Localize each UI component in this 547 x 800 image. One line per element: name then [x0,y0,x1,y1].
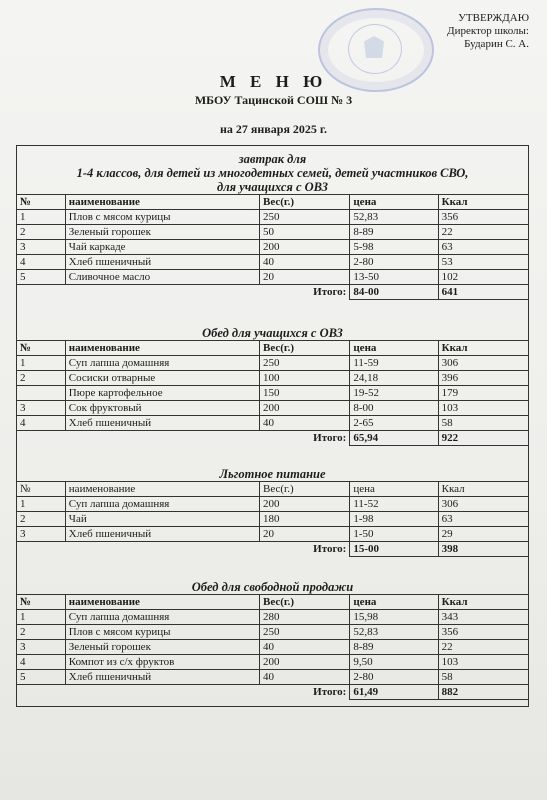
table-row [17,356,529,371]
col-price-header: цена [350,595,438,610]
row-weight: 250 [260,356,350,371]
col-name-header: наименование [65,341,259,356]
total-spacer [17,542,66,557]
row-price: 52,83 [350,210,438,225]
row-name: Суп лапша домашняя [65,356,259,371]
total-price: 84-00 [350,285,438,300]
col-price-header: цена [350,341,438,356]
row-price: 8-89 [350,640,438,655]
col-kcal-header: Ккал [438,341,528,356]
row-name: Чай каркаде [65,240,259,255]
table-row [17,527,529,542]
table-header-row [17,341,529,356]
total-label: Итого: [313,542,347,555]
row-name: Плов с мясом курицы [65,625,259,640]
col-num-header: № [17,341,66,356]
row-num [17,386,66,401]
row-weight: 250 [260,210,350,225]
menu-table [16,194,529,300]
total-row [17,285,529,300]
table-row [17,670,529,685]
row-weight: 50 [260,225,350,240]
row-name: Суп лапша домашняя [65,610,259,625]
row-kcal: 396 [438,371,528,386]
approval-name: Бударин С. А. [464,38,529,50]
row-price: 9,50 [350,655,438,670]
row-name: Компот из с/х фруктов [65,655,259,670]
col-weight-header: Вес(г.) [260,595,350,610]
row-name: Хлеб пшеничный [65,255,259,270]
table-row [17,225,529,240]
total-price: 61,49 [350,685,438,700]
table-row [17,371,529,386]
page-title: М Е Н Ю [219,72,328,91]
row-price: 1-98 [350,512,438,527]
total-price: 15-00 [350,542,438,557]
total-spacer [65,431,259,446]
table-row [17,497,529,512]
total-row [17,685,529,700]
row-num: 2 [17,225,66,240]
row-weight: 200 [260,655,350,670]
row-num: 5 [17,670,66,685]
col-weight-header: Вес(г.) [260,341,350,356]
total-kcal: 398 [438,542,528,557]
total-spacer [65,685,259,700]
row-kcal: 63 [438,240,528,255]
row-name: Хлеб пшеничный [65,416,259,431]
row-price: 8-89 [350,225,438,240]
row-kcal: 29 [438,527,528,542]
section-heading-line1: завтрак для [238,152,307,166]
table-row [17,416,529,431]
row-kcal: 306 [438,356,528,371]
row-price: 52,83 [350,625,438,640]
row-weight: 180 [260,512,350,527]
row-num: 4 [17,255,66,270]
col-name-header: наименование [65,482,259,497]
row-price: 13-50 [350,270,438,285]
row-kcal: 356 [438,210,528,225]
total-label: Итого: [313,685,347,698]
total-label: Итого: [313,285,347,298]
row-weight: 20 [260,270,350,285]
row-price: 1-50 [350,527,438,542]
table-row [17,655,529,670]
table-row [17,210,529,225]
total-spacer [65,542,259,557]
table-row [17,270,529,285]
row-num: 4 [17,655,66,670]
row-price: 11-52 [350,497,438,512]
total-spacer [17,685,66,700]
approval-position: Директор школы: [447,25,529,37]
row-name: Сосиски отварные [65,371,259,386]
row-weight: 200 [260,240,350,255]
row-kcal: 22 [438,640,528,655]
col-kcal-header: Ккал [438,482,528,497]
col-price-header: цена [350,195,438,210]
row-name: Хлеб пшеничный [65,670,259,685]
approval-block [447,12,529,51]
col-weight-header: Вес(г.) [260,482,350,497]
menu-date: на 27 января 2025 г. [219,122,328,136]
row-kcal: 58 [438,670,528,685]
row-price: 11-59 [350,356,438,371]
menu-table [16,594,529,700]
total-row [17,542,529,557]
row-num: 4 [17,416,66,431]
row-price: 19-52 [350,386,438,401]
col-num-header: № [17,482,66,497]
total-price: 65,94 [350,431,438,446]
col-num-header: № [17,195,66,210]
col-weight-header: Вес(г.) [260,195,350,210]
row-name: Сливочное масло [65,270,259,285]
table-header-row [17,595,529,610]
row-weight: 150 [260,386,350,401]
row-kcal: 343 [438,610,528,625]
col-price-header: цена [350,482,438,497]
row-num: 1 [17,356,66,371]
row-weight: 250 [260,625,350,640]
section-heading: Льготное питание [219,467,326,481]
row-kcal: 53 [438,255,528,270]
row-num: 2 [17,512,66,527]
row-num: 3 [17,527,66,542]
total-spacer [17,285,66,300]
col-kcal-header: Ккал [438,595,528,610]
row-name: Суп лапша домашняя [65,497,259,512]
table-header-row [17,482,529,497]
row-num: 3 [17,240,66,255]
row-price: 5-98 [350,240,438,255]
row-kcal: 63 [438,512,528,527]
row-weight: 40 [260,640,350,655]
menu-table [16,340,529,446]
total-row [17,431,529,446]
col-num-header: № [17,595,66,610]
row-price: 2-80 [350,670,438,685]
row-kcal: 103 [438,655,528,670]
row-name: Хлеб пшеничный [65,527,259,542]
total-spacer [17,431,66,446]
row-kcal: 58 [438,416,528,431]
col-kcal-header: Ккал [438,195,528,210]
table-row [17,240,529,255]
total-kcal: 922 [438,431,528,446]
row-num: 5 [17,270,66,285]
row-num: 3 [17,401,66,416]
row-weight: 200 [260,497,350,512]
total-kcal: 882 [438,685,528,700]
total-label: Итого: [313,431,347,444]
row-weight: 100 [260,371,350,386]
row-weight: 200 [260,401,350,416]
row-kcal: 22 [438,225,528,240]
row-num: 2 [17,371,66,386]
section-heading-line3: для учащихся с ОВЗ [217,180,328,194]
row-price: 2-80 [350,255,438,270]
row-num: 2 [17,625,66,640]
row-num: 3 [17,640,66,655]
table-row [17,625,529,640]
table-row [17,386,529,401]
row-kcal: 179 [438,386,528,401]
row-weight: 40 [260,255,350,270]
total-kcal: 641 [438,285,528,300]
row-name: Плов с мясом курицы [65,210,259,225]
section-breakfast [16,152,529,300]
table-row [17,401,529,416]
row-weight: 40 [260,416,350,431]
row-num: 1 [17,497,66,512]
row-weight: 20 [260,527,350,542]
row-weight: 280 [260,610,350,625]
approval-title: УТВЕРЖДАЮ [458,12,529,24]
row-num: 1 [17,610,66,625]
row-kcal: 356 [438,625,528,640]
table-row [17,255,529,270]
row-num: 1 [17,210,66,225]
section-heading: Обед для учащихся с ОВЗ [202,326,343,340]
school-name: МБОУ Тацинской СОШ № 3 [194,93,353,107]
row-weight: 40 [260,670,350,685]
row-price: 8-00 [350,401,438,416]
row-name: Зеленый горошек [65,225,259,240]
table-row [17,610,529,625]
row-name: Чай [65,512,259,527]
row-name: Зеленый горошек [65,640,259,655]
col-name-header: наименование [65,195,259,210]
table-header-row [17,195,529,210]
section-heading [16,152,529,194]
row-price: 24,18 [350,371,438,386]
table-row [17,640,529,655]
section-heading-line2: 1-4 классов, для детей из многодетных семей, детей участников СВО, [76,166,469,180]
row-kcal: 102 [438,270,528,285]
menu-table [16,481,529,557]
col-name-header: наименование [65,595,259,610]
row-kcal: 306 [438,497,528,512]
row-name: Пюре картофельное [65,386,259,401]
total-spacer [65,285,259,300]
section-lunch-ovz [16,326,529,446]
section-free-sale [16,580,529,700]
section-heading: Обед для свободной продажи [191,580,354,594]
row-name: Сок фруктовый [65,401,259,416]
table-row [17,512,529,527]
row-price: 15,98 [350,610,438,625]
row-kcal: 103 [438,401,528,416]
row-price: 2-65 [350,416,438,431]
section-subsidized [16,467,529,557]
